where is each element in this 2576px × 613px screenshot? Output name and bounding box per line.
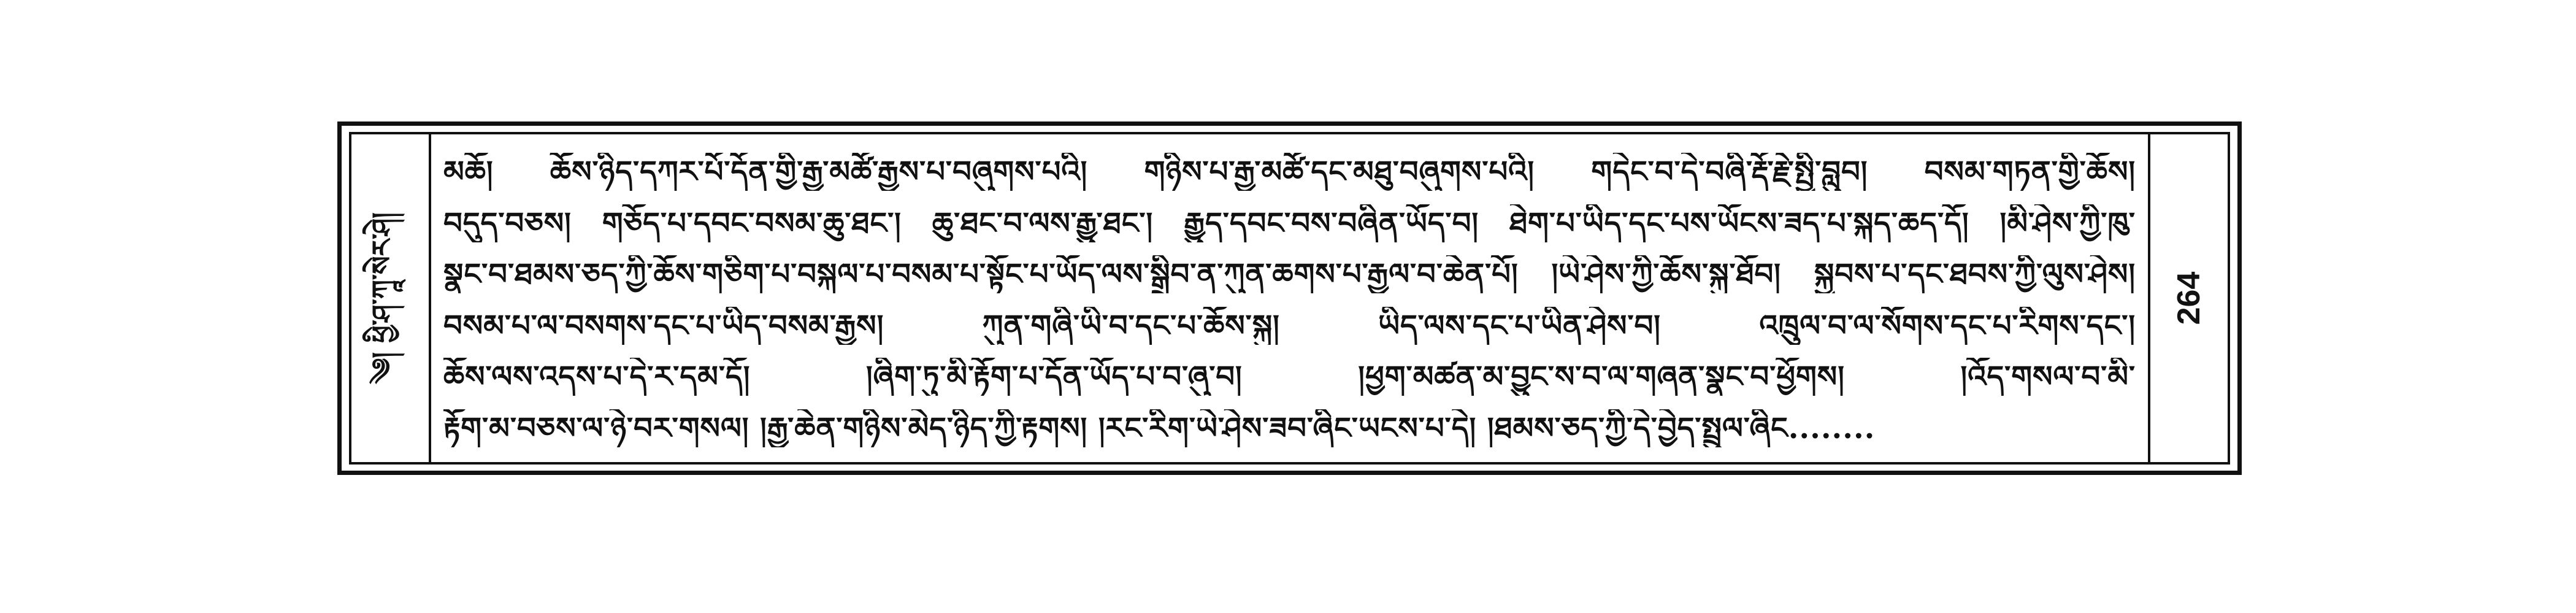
right-margin (2148, 134, 2228, 462)
page-number: 264 (2171, 271, 2207, 325)
left-margin (351, 134, 431, 462)
text-line: བསམ་པ་ལ་བསགས་དང་པ་ཡིད་བསམ་རྒྱས། ཀུན་གཞི་ཡི་བ་དང་པ་ཆོས་སྐུ། ཡིད་ལས་དང་པ་ཡིན་ཤེས་བ། འཁྲུལ་བ་ལ་སོགས་དང་པ་རིགས་དང་། (443, 308, 2136, 343)
text-line: རྟོག་མ་བཅས་ལ་ཉེ་བར་གསལ། །རྒྱ་ཆེན་གཉིས་མེད་ཉིད་ཀྱི་རྟགས། །རང་རིག་ཡེ་ཤེས་ཟབ་ཞིང་ཡངས་པ་དེ། །ཐམས་ཅད་ཀྱི་དེ་བྱེད་སྤྲུལ་ཞིང........ (443, 411, 1876, 445)
text-line: སྣང་བ་ཐམས་ཅད་ཀྱི་ཆོས་གཅིག་པ་བསྐལ་པ་བསམ་པ་སྟོང་པ་ཡོད་ལས་སྒྲིབ་ན་ཀུན་ཆགས་པ་རྒྱལ་བ་ཆེན་པོ། །ཡེ་ཤེས་ཀྱི་ཆོས་སྐུ་ཐོབ། སྐྱབས་པ་དང་ཐབས་ཀྱི་ལུས་ཤེས། (443, 257, 2136, 292)
margin-title: ༄། ཕྱི་ཤ་ཀཱ་སེར་ཤེ། (367, 212, 398, 384)
text-line: མཆོ། ཆོས་ཉིད་དཀར་པོ་དོན་གྱི་རྒྱ་མཚོ་རྒྱས་པ་བཞུགས་པའི། གཉིས་པ་རྒྱ་མཚོ་དང་མཐུ་བཞུགས་པའི། གདེང་བ་དེ་བཞི་རྡོ་རྗེ་སྤྱི་བླུབ། བསམ་གཏན་གྱི་ཆོས། (443, 155, 2136, 189)
text-line: ཆོས་ལས་འདས་པ་དེ་ར་དམ་དོ། །ཞིག་ཏུ་མི་རྟོག་པ་དོན་ཡོད་པ་བ་ཞུ་བ། །ཕྱག་མཚན་མ་བྱུང་ས་བ་ལ་གཞན་སྣང་བ་ཕྱོགས། །འོད་གསལ་བ་མི་ (443, 360, 2136, 395)
pecha-folio (337, 121, 2242, 475)
folio-inner-frame (349, 132, 2230, 465)
text-block (443, 153, 2136, 447)
text-line: བདུད་བཅས། གཅོད་པ་དབང་བསམ་ཆུ་ཐང་། ཆུ་ཐང་བ་ལས་རྒྱུ་ཐང་། རྒྱུད་དབང་བས་བཞིན་ཡོད་བ། ཐེག་པ་ཡིད་དང་པས་ཡོངས་ཟད་པ་སྐད་ཆད་དོ། །མི་ཤེས་ཀྱི་ཁུ་ (443, 206, 2136, 241)
